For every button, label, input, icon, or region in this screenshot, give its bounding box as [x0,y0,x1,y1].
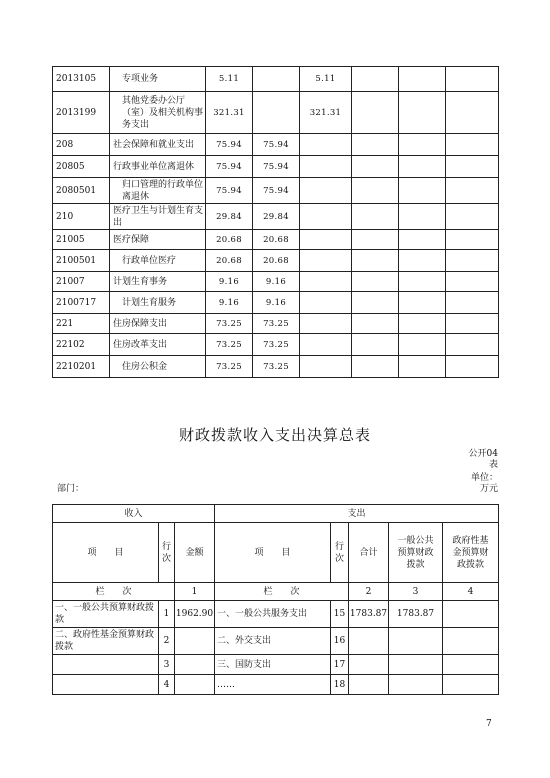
income-item [53,675,159,695]
row-basic: 20.68 [253,230,300,250]
table-row [53,156,499,178]
empty-cell [399,334,446,356]
row-code: 2100717 [53,292,110,314]
income-line: 4 [159,675,175,695]
empty-cell [399,250,446,272]
expense-line: 18 [331,675,349,695]
row-basic: 29.84 [253,204,300,230]
row-total: 73.25 [206,314,253,334]
table-row [53,134,499,156]
page-number: 7 [486,719,492,729]
expense-general [389,675,443,695]
row-project [300,272,352,292]
empty-cell [352,230,399,250]
row-total: 20.68 [206,230,253,250]
expense-line-header: 行次 [331,523,349,583]
table-row [53,67,499,92]
expense-total: 1783.87 [349,601,389,628]
empty-cell [446,334,499,356]
empty-cell [352,334,399,356]
empty-cell [399,178,446,204]
row-name: 专项业务 [110,67,206,92]
table-row [53,178,499,204]
row-code: 2100501 [53,250,110,272]
table-row [53,314,499,334]
row-basic: 73.25 [253,314,300,334]
row-basic [253,92,300,134]
empty-cell [352,250,399,272]
empty-cell [446,250,499,272]
row-code: 20805 [53,156,110,178]
expense-item-header: 项 目 [215,523,331,583]
row-total: 29.84 [206,204,253,230]
expense-line: 17 [331,655,349,675]
income-amount: 1962.90 [175,601,215,628]
row-basic: 73.25 [253,356,300,378]
row-code: 210 [53,204,110,230]
row-code: 2013105 [53,67,110,92]
row-basic: 9.16 [253,292,300,314]
income-lan-label: 栏 次 [53,583,175,601]
row-total: 75.94 [206,178,253,204]
expense-line: 15 [331,601,349,628]
row-basic: 73.25 [253,334,300,356]
table-row [53,628,499,655]
row-basic: 75.94 [253,178,300,204]
gov-fund-header: 政府性基金预算财政拨款 [443,523,499,583]
row-name: 医疗保障 [110,230,206,250]
table-row [53,334,499,356]
expense-total [349,655,389,675]
expense-line: 16 [331,628,349,655]
income-item-header: 项 目 [53,523,159,583]
expense-col-num: 2 [349,583,389,601]
row-total: 5.11 [206,67,253,92]
empty-cell [399,272,446,292]
income-amount [175,628,215,655]
empty-cell [399,314,446,334]
empty-cell [399,356,446,378]
row-code: 221 [53,314,110,334]
gov-fund-col-num: 4 [443,583,499,601]
table-row [53,675,499,695]
row-project [300,156,352,178]
page-title: 财政拨款收入支出决算总表 [178,426,371,444]
expense-item: 一、一般公共服务支出 [215,601,331,628]
form-code: 公开04表 [468,449,498,470]
row-project [300,356,352,378]
row-basic: 9.16 [253,272,300,292]
empty-cell [352,292,399,314]
expense-general: 1783.87 [389,601,443,628]
empty-cell [399,67,446,92]
empty-cell [399,230,446,250]
empty-cell [399,292,446,314]
expense-item: …… [215,675,331,695]
table-row [53,292,499,314]
table-row [53,356,499,378]
expense-total [349,675,389,695]
income-item: 一、一般公共预算财政拨款 [53,601,159,628]
expense-general [389,628,443,655]
row-code: 21007 [53,272,110,292]
row-code: 2210201 [53,356,110,378]
row-project [300,292,352,314]
empty-cell [446,314,499,334]
empty-cell [352,314,399,334]
row-name: 归口管理的行政单位离退休 [110,178,206,204]
expense-item: 三、国防支出 [215,655,331,675]
empty-cell [446,67,499,92]
income-amount [175,655,215,675]
row-name: 住房保障支出 [110,314,206,334]
table-row [53,601,499,628]
expense-general [389,655,443,675]
income-header: 收入 [53,505,215,523]
income-line: 1 [159,601,175,628]
row-project [300,250,352,272]
expense-header: 支出 [215,505,499,523]
income-amount [175,675,215,695]
general-col-num: 3 [389,583,443,601]
expense-total-header: 合计 [349,523,389,583]
expense-gov-fund [443,655,499,675]
row-name: 计划生育事务 [110,272,206,292]
expense-lan-label: 栏 次 [215,583,349,601]
row-project [300,334,352,356]
row-code: 22102 [53,334,110,356]
income-line: 3 [159,655,175,675]
empty-cell [446,178,499,204]
row-name: 社会保障和就业支出 [110,134,206,156]
row-project [300,204,352,230]
expense-gov-fund [443,628,499,655]
row-total: 75.94 [206,156,253,178]
row-project [300,178,352,204]
empty-cell [446,230,499,250]
empty-cell [446,204,499,230]
row-name: 其他党委办公厅（室）及相关机构事务支出 [110,92,206,134]
empty-cell [446,292,499,314]
general-budget-header: 一般公共预算财政拨款 [389,523,443,583]
empty-cell [352,92,399,134]
row-name: 住房改革支出 [110,334,206,356]
expense-item: 二、外交支出 [215,628,331,655]
row-project [300,134,352,156]
empty-cell [352,67,399,92]
empty-cell [446,92,499,134]
row-total: 73.25 [206,356,253,378]
row-project: 5.11 [300,67,352,92]
empty-cell [399,92,446,134]
empty-cell [446,156,499,178]
empty-cell [352,156,399,178]
row-total: 73.25 [206,334,253,356]
empty-cell [446,134,499,156]
row-name: 行政事业单位离退休 [110,156,206,178]
expense-gov-fund [443,675,499,695]
income-line: 2 [159,628,175,655]
table-row [53,204,499,230]
department-label: 部门： [57,484,85,494]
empty-cell [352,356,399,378]
table-row [53,655,499,675]
income-amount-header: 金额 [175,523,215,583]
table-row [53,250,499,272]
row-code: 208 [53,134,110,156]
empty-cell [399,156,446,178]
expense-gov-fund [443,601,499,628]
empty-cell [352,204,399,230]
unit-label: 单位：万元 [470,473,498,494]
row-code: 21005 [53,230,110,250]
empty-cell [399,134,446,156]
row-project [300,230,352,250]
row-project [300,314,352,334]
empty-cell [352,178,399,204]
row-name: 行政单位医疗 [110,250,206,272]
empty-cell [446,272,499,292]
row-total: 321.31 [206,92,253,134]
table-row [53,230,499,250]
row-basic [253,67,300,92]
expenditure-detail-table [52,66,499,378]
income-col-num: 1 [175,583,215,601]
row-total: 9.16 [206,272,253,292]
table-row [53,92,499,134]
row-name: 住房公积金 [110,356,206,378]
row-basic: 75.94 [253,156,300,178]
table-row [53,272,499,292]
row-code: 2013199 [53,92,110,134]
row-name: 医疗卫生与计划生育支出 [110,204,206,230]
income-item: 二、政府性基金预算财政拨款 [53,628,159,655]
row-total: 20.68 [206,250,253,272]
expense-total [349,628,389,655]
row-name: 计划生育服务 [110,292,206,314]
fiscal-allocation-summary-table [52,504,499,695]
row-total: 75.94 [206,134,253,156]
row-basic: 75.94 [253,134,300,156]
income-line-header: 行次 [159,523,175,583]
empty-cell [446,356,499,378]
income-item [53,655,159,675]
empty-cell [352,134,399,156]
empty-cell [352,272,399,292]
empty-cell [399,204,446,230]
row-code: 2080501 [53,178,110,204]
row-total: 9.16 [206,292,253,314]
row-project: 321.31 [300,92,352,134]
row-basic: 20.68 [253,250,300,272]
